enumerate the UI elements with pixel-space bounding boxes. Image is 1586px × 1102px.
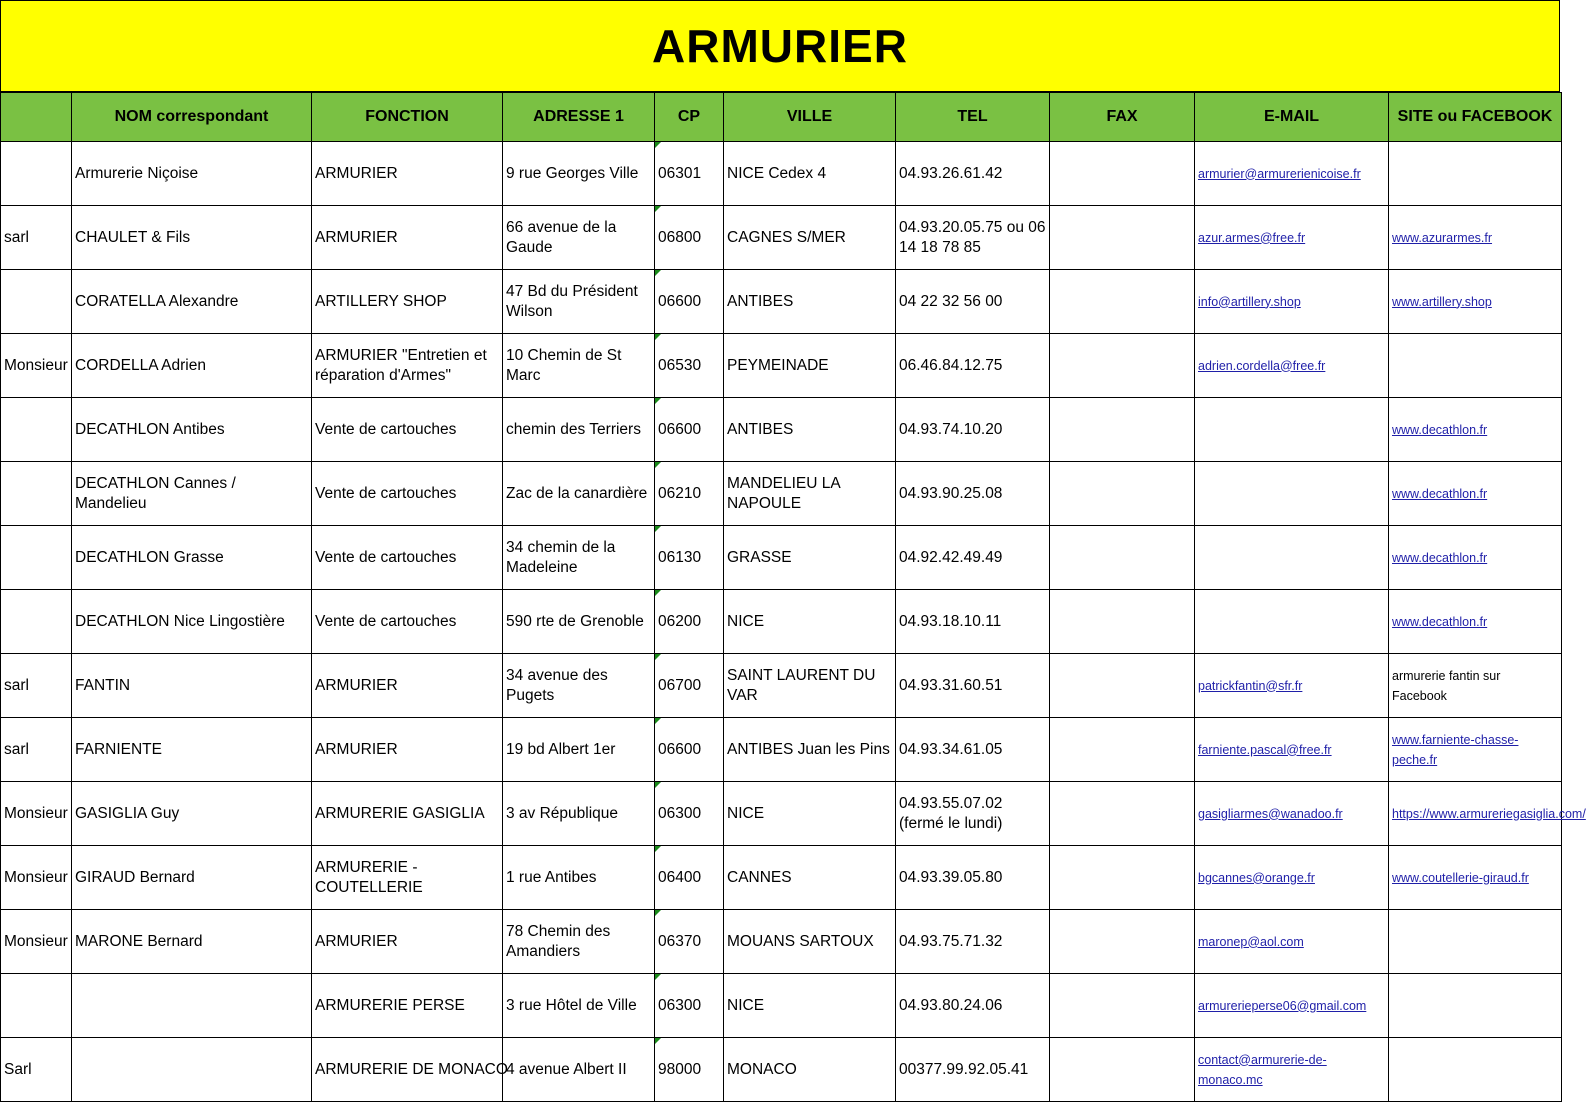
site-link[interactable]: www.decathlon.fr [1392,550,1488,565]
site-cell[interactable] [1389,718,1562,782]
site-link[interactable]: www.artillery.shop [1392,294,1492,309]
email-link[interactable]: contact@armurerie-de-monaco.mc [1198,1052,1327,1087]
civilite-cell[interactable] [1,590,72,654]
adresse-cell[interactable]: 34 avenue des Pugets [503,654,655,718]
email-cell[interactable] [1195,782,1389,846]
email-cell[interactable] [1195,654,1389,718]
site-cell[interactable] [1389,398,1562,462]
nom-cell[interactable]: DECATHLON Nice Lingostière [72,590,312,654]
ville-cell[interactable]: SAINT LAURENT DU VAR [724,654,896,718]
fonction-cell[interactable]: ARTILLERY SHOP [312,270,503,334]
ville-cell[interactable]: ANTIBES [724,398,896,462]
cp-cell[interactable]: 06200 [655,590,724,654]
table-row [1,846,1562,910]
civilite-cell[interactable]: sarl [1,718,72,782]
fonction-cell[interactable]: ARMURIER [312,206,503,270]
nom-cell[interactable] [72,1038,312,1102]
col-header-ville: VILLE [724,93,896,142]
civilite-cell[interactable]: Monsieur [1,846,72,910]
cp-cell[interactable]: 06370 [655,910,724,974]
cp-cell[interactable]: 06130 [655,526,724,590]
table-row [1,206,1562,270]
nom-cell[interactable]: FARNIENTE [72,718,312,782]
fax-cell[interactable] [1050,782,1195,846]
cp-cell[interactable]: 06300 [655,782,724,846]
adresse-cell[interactable]: 34 chemin de la Madeleine [503,526,655,590]
fax-cell[interactable] [1050,654,1195,718]
email-link[interactable]: armurerieperse06@gmail.com [1198,998,1367,1013]
site-cell[interactable] [1389,846,1562,910]
table-row [1,398,1562,462]
civilite-cell[interactable]: sarl [1,654,72,718]
nom-cell[interactable]: CHAULET & Fils [72,206,312,270]
fonction-cell[interactable]: ARMURIER [312,142,503,206]
fax-cell[interactable] [1050,334,1195,398]
cp-cell[interactable]: 98000 [655,1038,724,1102]
cp-cell[interactable]: 06300 [655,974,724,1038]
ville-cell[interactable]: GRASSE [724,526,896,590]
ville-cell[interactable]: NICE [724,782,896,846]
adresse-cell[interactable]: 590 rte de Grenoble [503,590,655,654]
tel-cell[interactable]: 04.93.18.10.11 [896,590,1050,654]
ville-cell[interactable]: ANTIBES [724,270,896,334]
adresse-cell[interactable]: 47 Bd du Président Wilson [503,270,655,334]
contacts-table [0,92,1586,1102]
email-link[interactable]: info@artillery.shop [1198,294,1301,309]
fax-cell[interactable] [1050,142,1195,206]
civilite-cell[interactable]: Monsieur [1,334,72,398]
ville-cell[interactable]: MONACO [724,1038,896,1102]
fax-cell[interactable] [1050,206,1195,270]
adresse-cell[interactable]: 1 rue Antibes [503,846,655,910]
table-row [1,910,1562,974]
email-link[interactable]: armurier@armurerienicoise.fr [1198,166,1361,181]
fonction-cell[interactable]: ARMURERIE - COUTELLERIE [312,846,503,910]
civilite-cell[interactable] [1,526,72,590]
email-link[interactable]: maronep@aol.com [1198,934,1304,949]
civilite-cell[interactable] [1,398,72,462]
email-cell[interactable] [1195,910,1389,974]
ville-cell[interactable]: MOUANS SARTOUX [724,910,896,974]
site-link[interactable]: www.decathlon.fr [1392,614,1488,629]
cp-cell[interactable]: 06301 [655,142,724,206]
site-cell[interactable] [1389,270,1562,334]
fax-cell[interactable] [1050,974,1195,1038]
fax-cell[interactable] [1050,590,1195,654]
table-row [1,974,1562,1038]
sheet-title-bar [0,0,1560,92]
col-header-tel: TEL [896,93,1050,142]
email-cell[interactable] [1195,846,1389,910]
nom-cell[interactable]: MARONE Bernard [72,910,312,974]
fax-cell[interactable] [1050,718,1195,782]
table-row [1,782,1562,846]
site-link[interactable]: www.decathlon.fr [1392,422,1488,437]
adresse-cell[interactable]: 66 avenue de la Gaude [503,206,655,270]
adresse-cell[interactable]: 3 rue Hôtel de Ville [503,974,655,1038]
ville-cell[interactable]: NICE Cedex 4 [724,142,896,206]
civilite-cell[interactable]: Monsieur [1,782,72,846]
site-link[interactable]: www.farniente-chasse-peche.fr [1392,732,1519,767]
nom-cell[interactable]: CORATELLA Alexandre [72,270,312,334]
site-text: armurerie fantin sur Facebook [1392,668,1501,703]
ville-cell[interactable]: MANDELIEU LA NAPOULE [724,462,896,526]
cp-cell[interactable]: 06210 [655,462,724,526]
tel-cell[interactable]: 04 22 32 56 00 [896,270,1050,334]
civilite-cell[interactable] [1,270,72,334]
nom-cell[interactable]: DECATHLON Grasse [72,526,312,590]
fonction-cell[interactable]: ARMURIER "Entretien et réparation d'Armes" [312,334,503,398]
adresse-cell[interactable]: 3 av République [503,782,655,846]
email-cell[interactable] [1195,270,1389,334]
tel-cell[interactable]: 04.93.26.61.42 [896,142,1050,206]
col-header-site: SITE ou FACEBOOK [1389,93,1562,142]
table-row [1,718,1562,782]
fonction-cell[interactable]: ARMURERIE PERSE [312,974,503,1038]
table-row [1,334,1562,398]
email-link[interactable]: azur.armes@free.fr [1198,230,1306,245]
fonction-cell[interactable]: Vente de cartouches [312,398,503,462]
cp-cell[interactable]: 06600 [655,718,724,782]
tel-cell[interactable]: 04.93.55.07.02 (fermé le lundi) [896,782,1050,846]
site-cell[interactable] [1389,782,1586,846]
tel-cell[interactable]: 04.93.90.25.08 [896,462,1050,526]
fonction-cell[interactable]: ARMURERIE GASIGLIA [312,782,503,846]
site-link[interactable]: https://www.armureriegasiglia.com/ [1392,806,1586,821]
email-link[interactable]: bgcannes@orange.fr [1198,870,1315,885]
col-header-nom: NOM correspondant [72,93,312,142]
site-link[interactable]: www.decathlon.fr [1392,486,1488,501]
nom-cell[interactable]: CORDELLA Adrien [72,334,312,398]
site-cell[interactable] [1389,1038,1562,1102]
table-row [1,654,1562,718]
nom-cell[interactable]: DECATHLON Cannes / Mandelieu [72,462,312,526]
email-link[interactable]: patrickfantin@sfr.fr [1198,678,1303,693]
nom-cell[interactable] [72,974,312,1038]
tel-cell[interactable]: 06.46.84.12.75 [896,334,1050,398]
adresse-cell[interactable]: 10 Chemin de St Marc [503,334,655,398]
col-header-fonction: FONCTION [312,93,503,142]
site-link[interactable]: www.azurarmes.fr [1392,230,1493,245]
fonction-cell[interactable]: Vente de cartouches [312,590,503,654]
adresse-cell[interactable]: Zac de la canardière [503,462,655,526]
table-row [1,590,1562,654]
email-cell[interactable] [1195,462,1389,526]
col-header-fax: FAX [1050,93,1195,142]
table-row [1,1038,1562,1102]
email-cell[interactable] [1195,398,1389,462]
ville-cell[interactable]: CAGNES S/MER [724,206,896,270]
fax-cell[interactable] [1050,846,1195,910]
header-row [1,93,1562,142]
table-row [1,462,1562,526]
ville-cell[interactable]: PEYMEINADE [724,334,896,398]
email-cell[interactable] [1195,1038,1389,1102]
adresse-cell[interactable]: 4 avenue Albert II [503,1038,655,1102]
civilite-cell[interactable]: sarl [1,206,72,270]
fonction-cell[interactable]: ARMURIER [312,718,503,782]
site-cell[interactable] [1389,334,1562,398]
site-cell[interactable] [1389,206,1562,270]
fax-cell[interactable] [1050,910,1195,974]
site-link[interactable]: www.coutellerie-giraud.fr [1392,870,1529,885]
tel-cell[interactable]: 04.92.42.49.49 [896,526,1050,590]
fonction-cell[interactable]: ARMURIER [312,654,503,718]
fax-cell[interactable] [1050,398,1195,462]
site-cell[interactable] [1389,654,1562,718]
site-cell[interactable] [1389,142,1562,206]
col-header-adresse: ADRESSE 1 [503,93,655,142]
email-link[interactable]: gasigliarmes@wanadoo.fr [1198,806,1343,821]
civilite-cell[interactable]: Monsieur [1,910,72,974]
email-cell[interactable] [1195,590,1389,654]
site-cell[interactable] [1389,526,1562,590]
fonction-cell[interactable]: ARMURERIE DE MONACO [312,1038,503,1102]
nom-cell[interactable]: DECATHLON Antibes [72,398,312,462]
email-cell[interactable] [1195,206,1389,270]
email-cell[interactable] [1195,718,1389,782]
site-cell[interactable] [1389,974,1562,1038]
nom-cell[interactable]: Armurerie Niçoise [72,142,312,206]
cp-cell[interactable]: 06400 [655,846,724,910]
civilite-cell[interactable] [1,142,72,206]
civilite-cell[interactable]: Sarl [1,1038,72,1102]
table-row [1,142,1562,206]
email-cell[interactable] [1195,526,1389,590]
fax-cell[interactable] [1050,270,1195,334]
adresse-cell[interactable]: chemin des Terriers [503,398,655,462]
tel-cell[interactable]: 04.93.80.24.06 [896,974,1050,1038]
table-row [1,526,1562,590]
adresse-cell[interactable]: 9 rue Georges Ville [503,142,655,206]
cp-cell[interactable]: 06600 [655,398,724,462]
email-cell[interactable] [1195,974,1389,1038]
col-header-civilite [1,93,72,142]
nom-cell[interactable]: GIRAUD Bernard [72,846,312,910]
ville-cell[interactable]: ANTIBES Juan les Pins [724,718,896,782]
fax-cell[interactable] [1050,1038,1195,1102]
fonction-cell[interactable]: ARMURIER [312,910,503,974]
ville-cell[interactable]: NICE [724,590,896,654]
site-cell[interactable] [1389,910,1562,974]
tel-cell[interactable]: 04.93.39.05.80 [896,846,1050,910]
col-header-email: E-MAIL [1195,93,1389,142]
cp-cell[interactable]: 06530 [655,334,724,398]
fonction-cell[interactable]: Vente de cartouches [312,462,503,526]
tel-cell[interactable]: 04.93.34.61.05 [896,718,1050,782]
col-header-cp: CP [655,93,724,142]
fax-cell[interactable] [1050,526,1195,590]
civilite-cell[interactable] [1,974,72,1038]
sheet-title: ARMURIER [652,20,908,72]
adresse-cell[interactable]: 19 bd Albert 1er [503,718,655,782]
site-cell[interactable] [1389,590,1562,654]
ville-cell[interactable]: CANNES [724,846,896,910]
email-cell[interactable] [1195,334,1389,398]
email-cell[interactable] [1195,142,1389,206]
tel-cell[interactable]: 04.93.20.05.75 ou 06 14 18 78 85 [896,206,1050,270]
fonction-cell[interactable]: Vente de cartouches [312,526,503,590]
fax-cell[interactable] [1050,462,1195,526]
tel-cell[interactable]: 00377.99.92.05.41 [896,1038,1050,1102]
tel-cell[interactable]: 04.93.31.60.51 [896,654,1050,718]
email-link[interactable]: adrien.cordella@free.fr [1198,358,1326,373]
tel-cell[interactable]: 04.93.75.71.32 [896,910,1050,974]
nom-cell[interactable]: GASIGLIA Guy [72,782,312,846]
site-cell[interactable] [1389,462,1562,526]
cp-cell[interactable]: 06600 [655,270,724,334]
tel-cell[interactable]: 04.93.74.10.20 [896,398,1050,462]
nom-cell[interactable]: FANTIN [72,654,312,718]
email-link[interactable]: farniente.pascal@free.fr [1198,742,1332,757]
table-row [1,270,1562,334]
ville-cell[interactable]: NICE [724,974,896,1038]
civilite-cell[interactable] [1,462,72,526]
adresse-cell[interactable]: 78 Chemin des Amandiers [503,910,655,974]
cp-cell[interactable]: 06800 [655,206,724,270]
cp-cell[interactable]: 06700 [655,654,724,718]
